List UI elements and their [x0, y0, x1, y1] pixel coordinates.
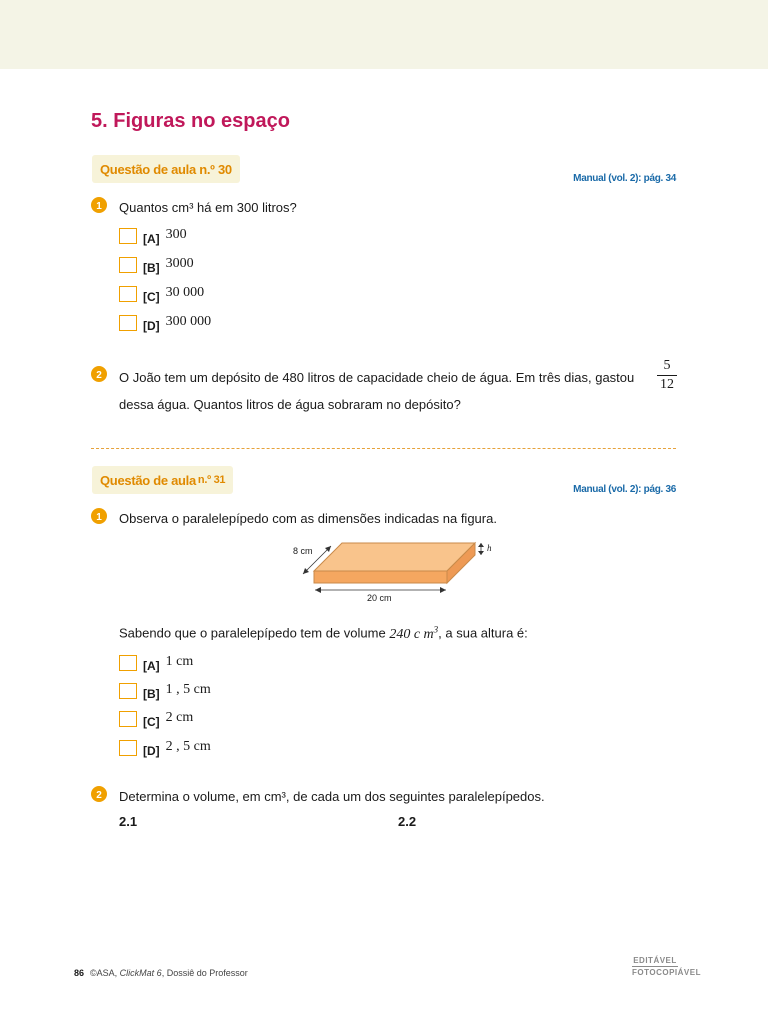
badge-text: Questão de aula n.º 30	[100, 161, 232, 177]
option-value: 2 , 5 cm	[165, 739, 211, 754]
fraction-numerator: 5	[663, 358, 671, 373]
question-badge-31	[92, 466, 233, 494]
checkbox[interactable]	[119, 228, 137, 244]
option-letter: [A]	[143, 232, 160, 246]
depth-label: 8 cm	[293, 546, 313, 556]
volume-text-after: , a sua altura é:	[438, 625, 528, 641]
copyright: ©ASA,	[90, 968, 120, 978]
answer-option-c[interactable]	[119, 709, 193, 729]
checkbox[interactable]	[119, 257, 137, 273]
answer-option-c[interactable]	[119, 284, 204, 304]
option-letter: [C]	[143, 715, 160, 729]
question-text: O João tem um depósito de 480 litros de capacidade cheio de água. Em três dias, gastou	[119, 370, 635, 385]
volume-number: 240 c m	[389, 626, 434, 642]
answer-option-a[interactable]	[119, 226, 187, 246]
option-value: 300	[165, 227, 187, 242]
option-letter: [D]	[143, 319, 160, 333]
question-text-continued: dessa água. Quantos litros de água sobraram no depósito?	[119, 397, 461, 412]
answer-option-d[interactable]	[119, 313, 211, 333]
question-number: 1	[91, 508, 107, 524]
option-letter: [D]	[143, 744, 160, 758]
fraction	[657, 358, 677, 393]
sub-item-2-2: 2.2	[398, 814, 417, 829]
answer-option-b[interactable]	[119, 681, 211, 701]
option-letter: [A]	[143, 659, 160, 673]
volume-exponent: 3	[433, 624, 439, 634]
option-letter: [B]	[143, 261, 160, 275]
fraction-bar	[657, 375, 677, 376]
checkbox[interactable]	[119, 655, 137, 671]
question-number: 1	[91, 197, 107, 213]
answer-option-a[interactable]	[119, 653, 193, 673]
option-value: 300 000	[165, 314, 212, 329]
question-text: Quantos cm³ há em 300 litros?	[119, 200, 297, 215]
question-number: 2	[91, 786, 107, 802]
book-title: ClickMat 6	[119, 968, 162, 978]
footer-rest: , Dossiê do Professor	[161, 968, 248, 978]
option-value: 1 cm	[165, 654, 194, 669]
badge-number: n.º 31	[197, 474, 226, 486]
volume-text-before: Sabendo que o paralelepípedo tem de volume	[119, 625, 386, 641]
question-text: Determina o volume, em cm³, de cada um dos seguintes paralelepípedos.	[119, 789, 545, 804]
manual-reference: Manual (vol. 2): pág. 34	[573, 173, 676, 184]
question-text: Observa o paralelepípedo com as dimensões indicadas na figura.	[119, 511, 497, 526]
answer-option-d[interactable]	[119, 738, 211, 758]
editable-photocopiable-mark	[632, 955, 701, 978]
answer-option-b[interactable]	[119, 255, 194, 275]
option-value: 2 cm	[165, 710, 194, 725]
volume-value	[389, 624, 439, 642]
page-number: 86	[74, 968, 85, 978]
parallelepiped-drawing	[285, 535, 505, 610]
checkbox[interactable]	[119, 711, 137, 727]
header-band	[0, 0, 768, 69]
option-letter: [C]	[143, 290, 160, 304]
option-value: 3000	[165, 256, 194, 271]
checkbox[interactable]	[119, 315, 137, 331]
volume-statement	[119, 624, 528, 643]
photocopiable-label: FOTOCOPIÁVEL	[632, 968, 701, 977]
option-value: 1 , 5 cm	[165, 682, 211, 697]
option-value: 30 000	[165, 285, 205, 300]
length-label: 20 cm	[367, 593, 392, 603]
fraction-denominator: 12	[660, 377, 674, 392]
editable-label: EDITÁVEL	[633, 956, 677, 965]
checkbox[interactable]	[119, 740, 137, 756]
height-label: h	[487, 543, 492, 553]
manual-reference: Manual (vol. 2): pág. 36	[573, 484, 676, 495]
checkbox[interactable]	[119, 683, 137, 699]
footer	[74, 968, 248, 978]
checkbox[interactable]	[119, 286, 137, 302]
parallelepiped-figure	[285, 535, 505, 615]
option-letter: [B]	[143, 687, 160, 701]
question-number: 2	[91, 366, 107, 382]
section-divider	[91, 448, 676, 449]
page-title: 5. Figuras no espaço	[91, 110, 290, 132]
question-badge-30	[92, 155, 240, 183]
sub-item-2-1: 2.1	[119, 814, 138, 829]
badge-text: Questão de aula	[100, 472, 196, 488]
